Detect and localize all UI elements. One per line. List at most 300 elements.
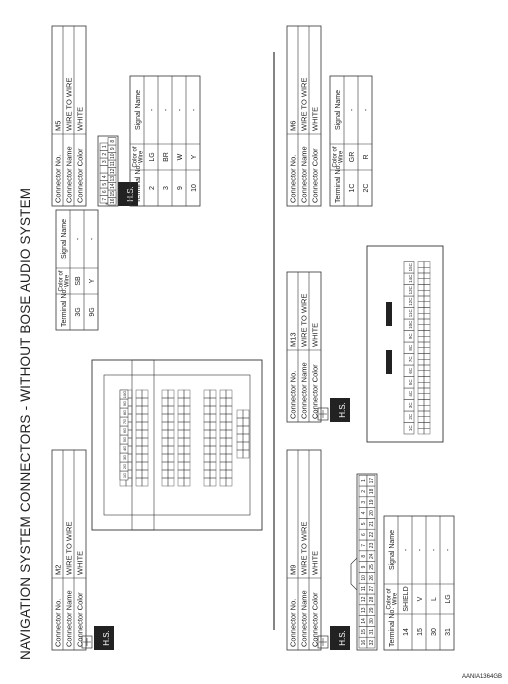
m5-pin-number: 15 [110,190,116,197]
m13-small-pin [424,302,430,308]
m2-pin [220,414,226,422]
m9-pin-number: 7 [361,544,367,547]
m2-pin [204,414,210,422]
m2-pin [210,414,216,422]
m2-pin [184,430,190,438]
m13-small-pin [418,285,424,291]
m13-color: WHITE [310,322,320,347]
m2-pin [162,478,168,486]
m2-pin [184,438,190,446]
m9-pin-number: 17 [369,477,375,484]
m9-label-color: Connector Color [310,592,320,647]
m2-pin [168,446,174,454]
m9-pin-number: 21 [369,521,375,527]
m2-pin [237,442,243,450]
m13-small-pin [418,279,424,285]
m2-pin-label-number: 7G [122,418,127,425]
m13-small-pin [424,296,430,302]
m13-small-pin [418,423,424,429]
m5-wire-cell: W [177,153,184,161]
m2-pin [220,462,226,470]
m2-pin [204,422,210,430]
m2-pin-label-number: 3G [122,454,127,461]
m2-hs-label: H.S. [102,630,111,646]
m9-pin-number: 24 [369,553,375,559]
m2-pin-label-number: 2G [122,463,127,470]
m2-pin [243,426,249,434]
m2-pin [178,422,184,430]
connector-m6 [287,26,372,206]
m6-hdr-wire-1: Color of [332,146,339,168]
m2-pin [136,414,142,422]
m13-pin-number: 6C [408,367,413,374]
m6-terminal-table [330,76,372,206]
m2-pin [226,454,232,462]
m9-pin-number: 11 [361,585,367,592]
m9-pin-number: 23 [369,542,375,549]
m13-small-pin [424,319,430,325]
m5-pin-number: 10 [110,153,116,160]
m2-pin [142,478,148,486]
m5-hdr-signal: Signal Name [135,89,142,131]
m9-hdr-terminal: Terminal No. [389,607,396,647]
m9-signal-cell: - [403,548,410,552]
m13-small-pin [424,336,430,342]
m2-pin [237,434,243,442]
m9-pin-number: 32 [369,639,375,646]
m9-pin-number: 16 [361,639,367,646]
m2-pin [184,454,190,462]
m2-pin [204,462,210,470]
m2-pin [136,430,142,438]
m2-pin [178,398,184,406]
m13-pin-number: 3C [408,402,413,409]
m2-pin [204,438,210,446]
m13-pin-number: 9C [408,333,413,340]
m13-pin-number: 7C [408,356,413,363]
m2-pin [168,390,174,398]
m2-pin [184,414,190,422]
m5-pin-number: 11 [110,161,116,167]
m2-pin [243,434,249,442]
m13-small-pin [424,342,430,348]
m5-signal-cell: - [177,108,184,112]
m6-name: WIRE TO WIRE [299,77,309,131]
m2-pin [162,470,168,478]
m9-hs-icon [318,626,350,650]
m13-small-pin [418,428,424,434]
m2-pin [142,406,148,414]
m13-small-pin [418,290,424,296]
m9-pin-number: 19 [369,499,375,505]
m9-pin-number: 22 [369,531,375,538]
m2-pin [136,462,142,470]
m9-hdr-signal: Signal Name [389,529,396,571]
m9-wire-cell: V [417,596,424,602]
m9-wire-cell: LG [445,594,452,604]
m2-hdr-signal: Signal Name [61,218,68,260]
m2-pin [168,414,174,422]
connector-m13 [287,246,443,442]
m2-pin [168,438,174,446]
m2-pin [220,390,226,398]
m9-signal-cell: - [417,548,424,552]
m13-small-pin [418,405,424,411]
m2-pin [136,422,142,430]
m5-signal-cell: - [191,108,198,112]
m2-pin [142,390,148,398]
m2-pin [204,406,210,414]
m9-terminal-table [384,516,454,650]
m13-small-pin [418,273,424,279]
m2-pin [226,390,232,398]
m9-pin-number: 27 [369,585,375,592]
m5-label-name: Connector Name [64,146,74,203]
m2-pin [226,398,232,406]
m5-hdr-terminal: Terminal No. [135,163,142,203]
m5-terminal-cell: 2 [149,186,156,190]
m2-pin [210,390,216,398]
m9-pin-number: 20 [369,510,375,516]
m9-pin-number: 10 [361,575,367,581]
m6-terminal-cell: 2C [363,183,370,193]
m13-pin-number: 10C [408,320,413,329]
m2-name: WIRE TO WIRE [64,521,74,575]
m13-small-pin [424,348,430,354]
m2-pin [220,446,226,454]
m13-small-pin [418,267,424,273]
m2-pin [204,478,210,486]
m9-color: WHITE [310,550,320,575]
m13-small-pin [418,417,424,423]
m2-pin [178,438,184,446]
m13-small-pin [418,348,424,354]
m9-hdr-wire-2: Wire [392,592,399,606]
m9-pin-number: 2 [361,490,367,493]
m2-label-no: Connector No. [53,598,63,647]
m2-pin [178,454,184,462]
m2-pin [220,470,226,478]
m2-pin [204,454,210,462]
m2-pin-label-number: 10G [122,390,127,399]
m9-terminal-cell: 14 [403,628,410,636]
m2-hdr-wire-2: Wire [64,274,71,288]
m13-small-pin [424,279,430,285]
m9-pin-number: 8 [361,554,367,558]
page-title: NAVIGATION SYSTEM CONNECTORS - WITHOUT BOSE AUDIO SYSTEM [18,187,33,660]
m2-pin [204,390,210,398]
m6-label-color: Connector Color [310,148,320,203]
m13-small-pin [418,400,424,406]
m2-pin [220,398,226,406]
m5-pin-cell [100,166,108,174]
m13-small-pin [424,400,430,406]
m13-small-pin [424,382,430,388]
m13-small-pin [424,365,430,371]
m2-pin [220,422,226,430]
m5-pin-number: 4 [102,175,108,179]
m13-pin-number: 5C [408,379,413,386]
m9-pin-number: 29 [369,607,375,613]
m2-label-color: Connector Color [75,592,85,647]
m13-small-pin [424,428,430,434]
m2-pin [226,422,232,430]
m13-small-pin [418,365,424,371]
m5-pin-number: 14 [110,183,116,190]
m2-pin-label-number: 9G [122,400,127,407]
m5-color: WHITE [75,106,85,131]
m5-hdr-wire-1: Color of [132,146,139,168]
m5-label-color: Connector Color [75,148,85,203]
m5-pin-number: 9 [110,147,116,151]
m2-pin [210,454,216,462]
m2-pin [220,454,226,462]
m2-pin [178,430,184,438]
m2-pin [210,430,216,438]
m2-pin [142,438,148,446]
m2-pin [184,406,190,414]
m13-pin-number: 15C [408,263,413,272]
m2-pin [136,398,142,406]
m5-name: WIRE TO WIRE [64,77,74,131]
m13-label-color: Connector Color [310,364,320,419]
m2-pin [136,454,142,462]
m13-pin-number: 2C [408,413,413,420]
m2-pin [168,454,174,462]
connector-m2 [52,210,262,650]
m13-small-pin [424,405,430,411]
m6-signal-cell: - [363,108,370,112]
m2-pin [136,478,142,486]
m13-small-pin [418,296,424,302]
m13-small-pin [418,411,424,417]
m13-small-pin [424,388,430,394]
m6-signal-cell: - [349,108,356,112]
m13-small-pin [418,388,424,394]
m5-pin-number: 12 [110,168,116,175]
m13-small-pin [424,423,430,429]
m2-pin [226,462,232,470]
m2-pin [243,442,249,450]
m2-pin [210,422,216,430]
m13-small-pin [424,354,430,360]
m2-pin [226,438,232,446]
m2-pin [162,398,168,406]
m2-pin [142,446,148,454]
m5-wire-cell: BR [163,152,170,162]
m13-small-pin [418,377,424,383]
m2-pin [243,418,249,426]
m6-color: WHITE [310,106,320,131]
m2-pin [168,398,174,406]
m2-pin [210,462,216,470]
m5-wire-cell: Y [191,154,198,160]
m2-label-name: Connector Name [64,590,74,647]
m9-hdr-wire-1: Color of [386,588,393,610]
m2-pin-label-number: 8G [122,409,127,416]
m2-pin [210,478,216,486]
m13-small-pin [418,262,424,268]
m2-pin [204,398,210,406]
m2-pin [162,454,168,462]
m2-hdr-terminal: Terminal No. [61,287,68,327]
m2-pin [226,478,232,486]
m2-pin [226,430,232,438]
figure-code: AANIA1364GB [461,674,502,680]
m9-terminal-cell: 31 [445,628,452,636]
m2-pin [184,462,190,470]
m13-small-pin [424,371,430,377]
m13-small-pin [424,331,430,337]
connector-m9 [287,450,454,650]
m2-pin [162,462,168,470]
m2-color: WHITE [75,550,85,575]
m9-pin-number: 3 [361,500,367,504]
m9-signal-cell: - [445,548,452,552]
connector-diagram [12,10,504,666]
m6-hdr-wire-2: Wire [338,150,345,164]
m9-pin-number: 9 [361,565,367,569]
m9-pin-number: 25 [369,564,375,570]
m2-pin [210,406,216,414]
m13-pin-number: 14C [408,274,413,283]
m2-pin [210,470,216,478]
m5-pin-number: 16 [110,198,116,205]
m5-terminal-cell: 9 [177,186,184,190]
m2-pin [142,430,148,438]
m9-label-name: Connector Name [299,590,309,647]
m2-pin [178,414,184,422]
m6-no: M6 [288,120,298,131]
m2-pin [184,446,190,454]
m2-pin [237,426,243,434]
m5-pin-number: 8 [110,139,116,143]
m9-pin-number: 5 [361,522,367,526]
m6-wire-cell: R [363,154,370,160]
m2-pin [142,422,148,430]
m13-small-pin [418,302,424,308]
diagram-frame [12,10,504,666]
m9-pin-number: 12 [361,596,367,603]
m13-connector-body [367,246,443,442]
m13-small-pin [424,267,430,273]
m9-pin-number: 26 [369,575,375,581]
connector-m5 [52,26,200,206]
m13-small-pin [418,354,424,360]
m9-no: M9 [288,564,298,575]
m2-pin [168,470,174,478]
m6-hdr-terminal: Terminal No. [335,163,342,203]
m2-pin [178,470,184,478]
m9-name: WIRE TO WIRE [299,521,309,575]
m2-wire-cell: Y [89,278,96,284]
m5-pin-number: 7 [102,197,108,201]
m13-pin-number: 11C [408,309,413,318]
m9-pin-number: 4 [361,511,367,515]
m13-pin-number: 12C [408,297,413,306]
m13-small-pin [424,313,430,319]
m2-pin [220,438,226,446]
m5-terminal-cell: 3 [163,186,170,190]
m5-label-no: Connector No. [53,154,63,203]
m2-connector-body [92,360,262,530]
m5-connector-body [98,136,118,206]
m2-pin-label-number: 5G [122,436,127,443]
m13-small-pin [418,394,424,400]
m9-connector-body [351,474,377,650]
m9-signal-cell: - [431,548,438,552]
m9-pin-number: 18 [369,488,375,495]
m6-hdr-signal: Signal Name [335,89,342,131]
m5-no: M5 [53,120,63,131]
m2-pin [162,406,168,414]
m2-pin [184,390,190,398]
m2-pin [142,414,148,422]
m2-pin-label-number: 6G [122,427,127,434]
m2-pin [168,406,174,414]
m2-no: M2 [53,564,63,575]
m2-pin [168,462,174,470]
m2-pin [178,446,184,454]
m2-pin [162,422,168,430]
m6-label-no: Connector No. [288,154,298,203]
m9-pin-number: 15 [361,629,367,635]
m2-pin [184,478,190,486]
m2-wire-cell: SB [75,276,82,286]
m2-pin [204,446,210,454]
m13-small-pin [424,417,430,423]
m13-small-pin [424,290,430,296]
m9-pin-number: 28 [369,596,375,603]
m2-pin [178,462,184,470]
m2-pin [162,390,168,398]
m5-pin-number: 1 [102,145,108,149]
m2-signal-cell: - [75,237,82,241]
m13-small-pin [424,325,430,331]
m2-signal-cell: - [89,237,96,241]
m2-pin [142,454,148,462]
m2-pin [178,406,184,414]
m2-pin [210,438,216,446]
m13-hs-icon [318,398,350,422]
m2-pin [226,470,232,478]
m2-pin [184,398,190,406]
m13-small-pin [418,342,424,348]
m13-small-pin [424,377,430,383]
m6-terminal-cell: 1C [349,183,356,193]
m13-small-pin [418,331,424,337]
m2-pin [226,406,232,414]
m5-pin-number: 6 [102,190,108,194]
m2-terminal-cell: 9G [89,307,96,317]
m2-pin [142,470,148,478]
m13-small-pin [424,262,430,268]
m13-small-pin [424,273,430,279]
m2-pin [168,478,174,486]
m6-label-name: Connector Name [299,146,309,203]
m2-pin [136,470,142,478]
m13-small-pin [418,325,424,331]
m9-pin-number: 1 [361,479,367,482]
m5-terminal-table [130,76,200,206]
m13-small-pin [418,382,424,388]
m5-pin-number: 5 [102,182,108,186]
m2-pin [168,422,174,430]
m2-pin [142,398,148,406]
m2-pin-label-number: 4G [122,445,127,452]
m2-pin [178,478,184,486]
m9-pin-number: 31 [369,629,375,635]
